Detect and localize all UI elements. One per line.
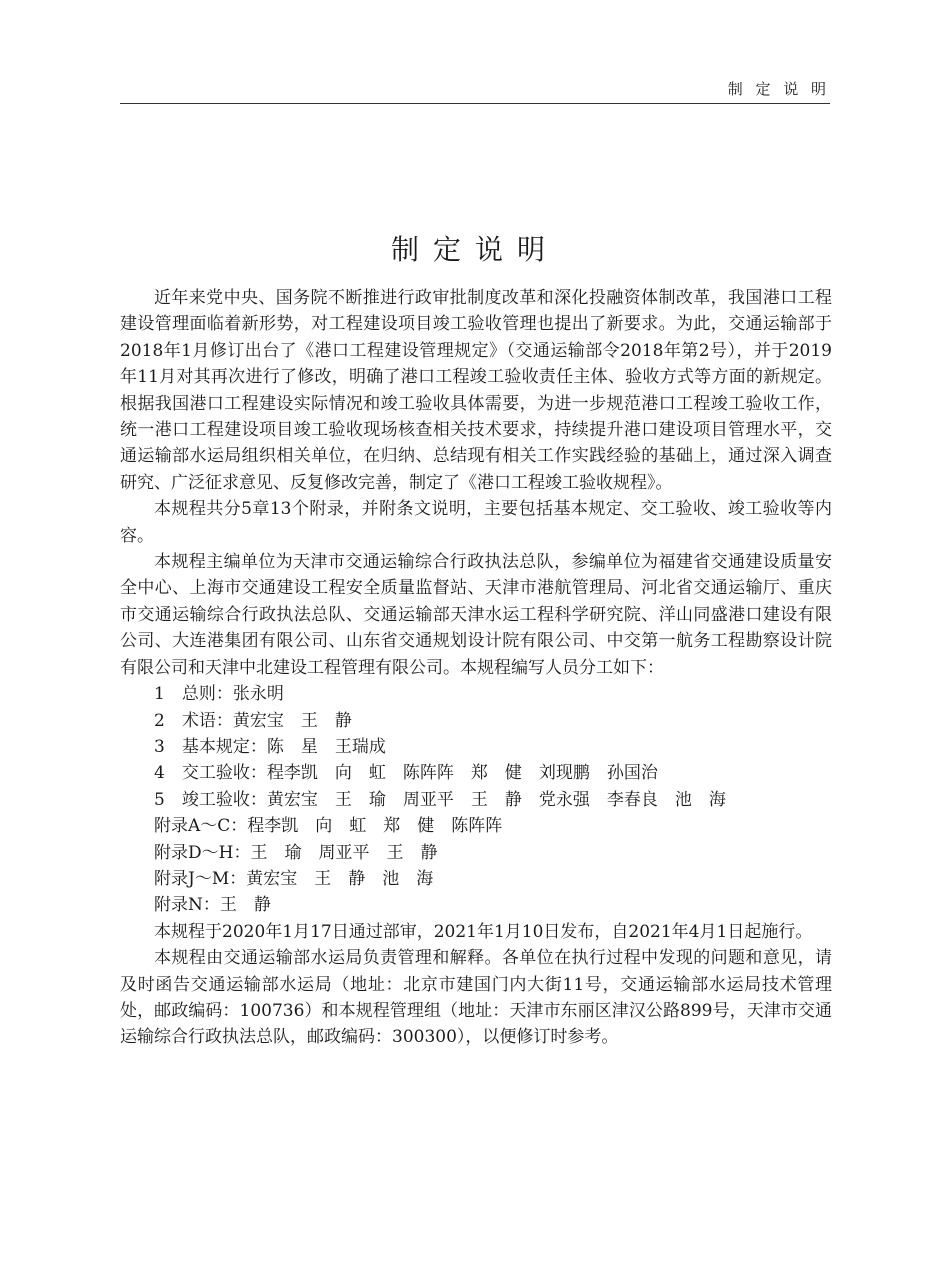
paragraph-background: 近年来党中央、国务院不断推进行政审批制度改革和深化投融资体制改革，我国港口工程建设管理面临着新形势，对工程建设项目竣工验收管理也提出了新要求。为此，交通运输部于2018年1月修订出台了《港口工程建设管理规定》（交通运输部令2018年第2号），并于2019年11月对其再次进行了修改，明确了港口工程竣工验收责任主体、验收方式等方面的新规定。根据我国港口工程建设实际情况和竣工验收具体需要，为进一步规范港口工程竣工验收工作，统一港口工程建设项目竣工验收现场核查相关技术要求，持续提升港口建设项目管理水平，交通运输部水运局组织相关单位，在归纳、总结现有相关工作实践经验的基础上，通过深入调查研究、广泛征求意见、反复修改完善，制定了《港口工程竣工验收规程》。 (120, 288, 832, 493)
author-line: 2 术语：黄宏宝 王 静 (154, 710, 352, 731)
paragraph-editors: 本规程主编单位为天津市交通运输综合行政执法总队，参编单位为福建省交通建设质量安全中心、上海市交通建设工程安全质量监督站、天津市港航管理局、河北省交通运输厅、重庆市交通运输综合行政执法总队、交通运输部天津水运工程科学研究院、洋山同盛港口建设有限公司、大连港集团有限公司、山东省交通规划设计院有限公司、中交第一航务工程勘察设计院有限公司和天津中北建设工程管理有限公司。本规程编写人员分工如下： (120, 552, 832, 678)
author-line: 4 交工验收：程李凯 向 虹 陈阵阵 郑 健 刘现鹏 孙国治 (154, 763, 658, 784)
author-line: 3 基本规定：陈 星 王瑞成 (154, 736, 386, 757)
running-header: 制 定 说 明 (727, 80, 830, 98)
authors-list (120, 681, 832, 919)
author-line: 附录J～M：黄宏宝 王 静 池 海 (154, 868, 434, 889)
paragraph-dates: 本规程于2020年1月17日通过部审，2021年1月10日发布，自2021年4月1日起施行。 (154, 921, 813, 942)
author-line: 附录A～C：程李凯 向 虹 郑 健 陈阵阵 (154, 816, 503, 837)
page-title: 制定说明 (390, 233, 559, 266)
author-line: 5 竣工验收：黄宏宝 王 瑜 周亚平 王 静 党永强 李春良 池 海 (154, 789, 726, 810)
author-line: 附录D～H：王 瑜 周亚平 王 静 (154, 842, 438, 863)
author-line: 1 总则：张永明 (154, 684, 284, 705)
paragraph-contact: 本规程由交通运输部水运局负责管理和解释。各单位在执行过程中发现的问题和意见，请及时函告交通运输部水运局（地址：北京市建国门内大街11号，交通运输部水运局技术管理处，邮政编码：100736）和本规程管理组（地址：天津市东丽区津汉公路899号，天津市交通运输综合行政执法总队，邮政编码：300300），以便修订时参考。 (120, 948, 832, 1048)
header-divider (120, 103, 830, 104)
paragraph-structure: 本规程共分5章13个附录，并附条文说明，主要包括基本规定、交工验收、竣工验收等内容。 (120, 499, 832, 546)
author-line: 附录N：王 静 (154, 895, 271, 916)
document-body (120, 285, 832, 1051)
